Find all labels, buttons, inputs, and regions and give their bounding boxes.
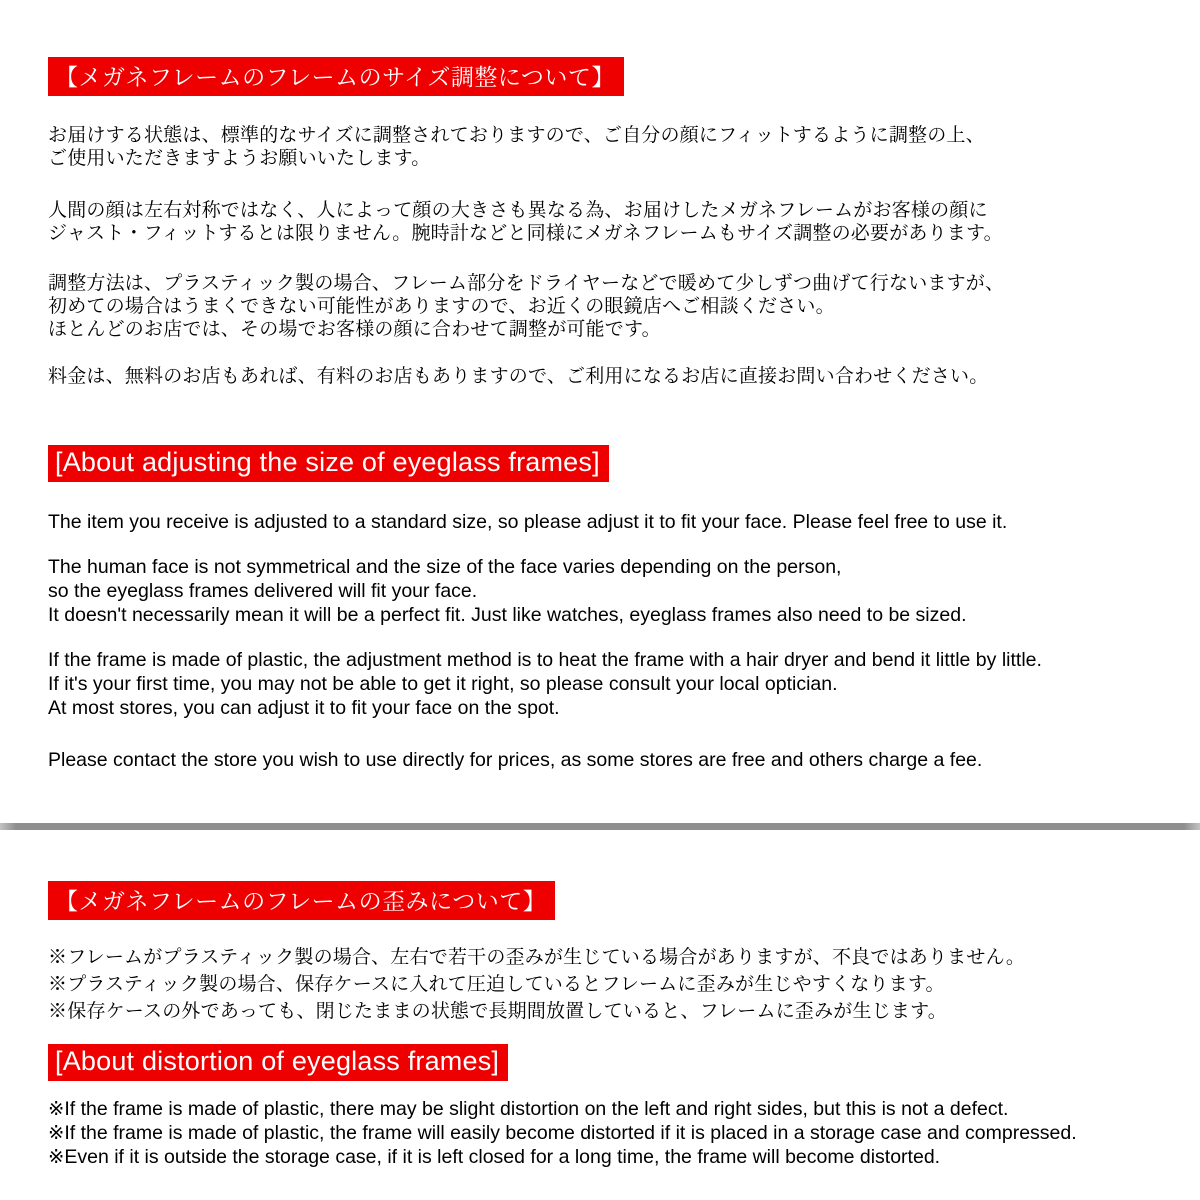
text-line: ほとんどのお店では、その場でお客様の顔に合わせて調整が可能です。	[48, 319, 661, 340]
text-line: ※Even if it is outside the storage case, if it is left closed for a long time, the frame will become distorted.	[48, 1146, 941, 1168]
text-line: 調整方法は、プラスティック製の場合、フレーム部分をドライヤーなどで暖めて少しずつ曲げて行ないますが、	[48, 273, 1005, 294]
paragraph-en-delivery-state	[48, 510, 1160, 534]
text-line: It doesn't necessarily mean it will be a perfect fit. Just like watches, eyeglass frames also need to be sized.	[48, 604, 967, 626]
distortion-heading-jp: 【メガネフレームのフレームの歪みについて】	[48, 881, 555, 920]
text-line: At most stores, you can adjust it to fit your face on the spot.	[48, 697, 560, 719]
size-adjustment-heading-en: [About adjusting the size of eyeglass frames]	[48, 445, 609, 482]
text-line: If the frame is made of plastic, the adjustment method is to heat the frame with a hair dryer and bend it little by little.	[48, 649, 1042, 671]
size-adjustment-heading-en-row	[48, 445, 1160, 482]
size-adjustment-heading-jp: 【メガネフレームのフレームのサイズ調整について】	[48, 57, 624, 96]
paragraph-en-fees	[48, 748, 1160, 772]
paragraph-jp-adjustment-method	[48, 272, 1160, 341]
size-adjustment-heading-jp-row	[48, 57, 1160, 96]
paragraph-en-face-symmetry	[48, 555, 1160, 627]
paragraph-jp-face-symmetry	[48, 199, 1160, 245]
distortion-heading-jp-row	[48, 881, 1160, 920]
distortion-section	[0, 830, 1200, 1169]
text-line: 人間の顔は左右対称ではなく、人によって顔の大きさも異なる為、お届けしたメガネフレームがお客様の顔に	[48, 200, 988, 221]
distortion-heading-en-row	[48, 1044, 1160, 1081]
text-line: ジャスト・フィットするとは限りません。腕時計などと同様にメガネフレームもサイズ調整の必要があります。	[48, 223, 1003, 244]
text-line: 初めての場合はうまくできない可能性がありますので、お近くの眼鏡店へご相談ください。	[48, 296, 835, 317]
text-line: 料金は、無料のお店もあれば、有料のお店もありますので、ご利用になるお店に直接お問い合わせください。	[48, 366, 989, 387]
paragraph-en-adjustment-method	[48, 648, 1160, 720]
text-line: The human face is not symmetrical and the size of the face varies depending on the person,	[48, 556, 842, 578]
text-line: so the eyeglass frames delivered will fit your face.	[48, 580, 478, 602]
paragraph-jp-delivery-state	[48, 124, 1160, 170]
text-line: If it's your first time, you may not be able to get it right, so please consult your local optician.	[48, 673, 838, 695]
text-line: ※If the frame is made of plastic, the frame will easily become distorted if it is placed in a storage case and compressed.	[48, 1122, 1077, 1144]
text-line: ※保存ケースの外であっても、閉じたままの状態で長期間放置していると、フレームに歪みが生じます。	[48, 1001, 947, 1022]
text-line: ※プラスティック製の場合、保存ケースに入れて圧迫しているとフレームに歪みが生じやすくなります。	[48, 974, 945, 995]
section-divider	[0, 823, 1200, 830]
text-line: ※フレームがプラスティック製の場合、左右で若干の歪みが生じている場合がありますが、不良ではありません。	[48, 947, 1026, 968]
notes-jp-distortion	[48, 944, 1160, 1025]
text-line: ご使用いただきますようお願いいたします。	[48, 148, 431, 169]
text-line: The item you receive is adjusted to a standard size, so please adjust it to fit your face. Please feel free to use it.	[48, 511, 1008, 533]
notes-en-distortion	[48, 1097, 1160, 1169]
text-line: お届けする状態は、標準的なサイズに調整されておりますので、ご自分の顔にフィットするように調整の上、	[48, 125, 985, 146]
distortion-heading-en: [About distortion of eyeglass frames]	[48, 1044, 508, 1081]
paragraph-jp-fees	[48, 365, 1160, 388]
text-line: Please contact the store you wish to use directly for prices, as some stores are free and others charge a fee.	[48, 749, 983, 771]
text-line: ※If the frame is made of plastic, there may be slight distortion on the left and right sides, but this is not a defect.	[48, 1098, 1009, 1120]
